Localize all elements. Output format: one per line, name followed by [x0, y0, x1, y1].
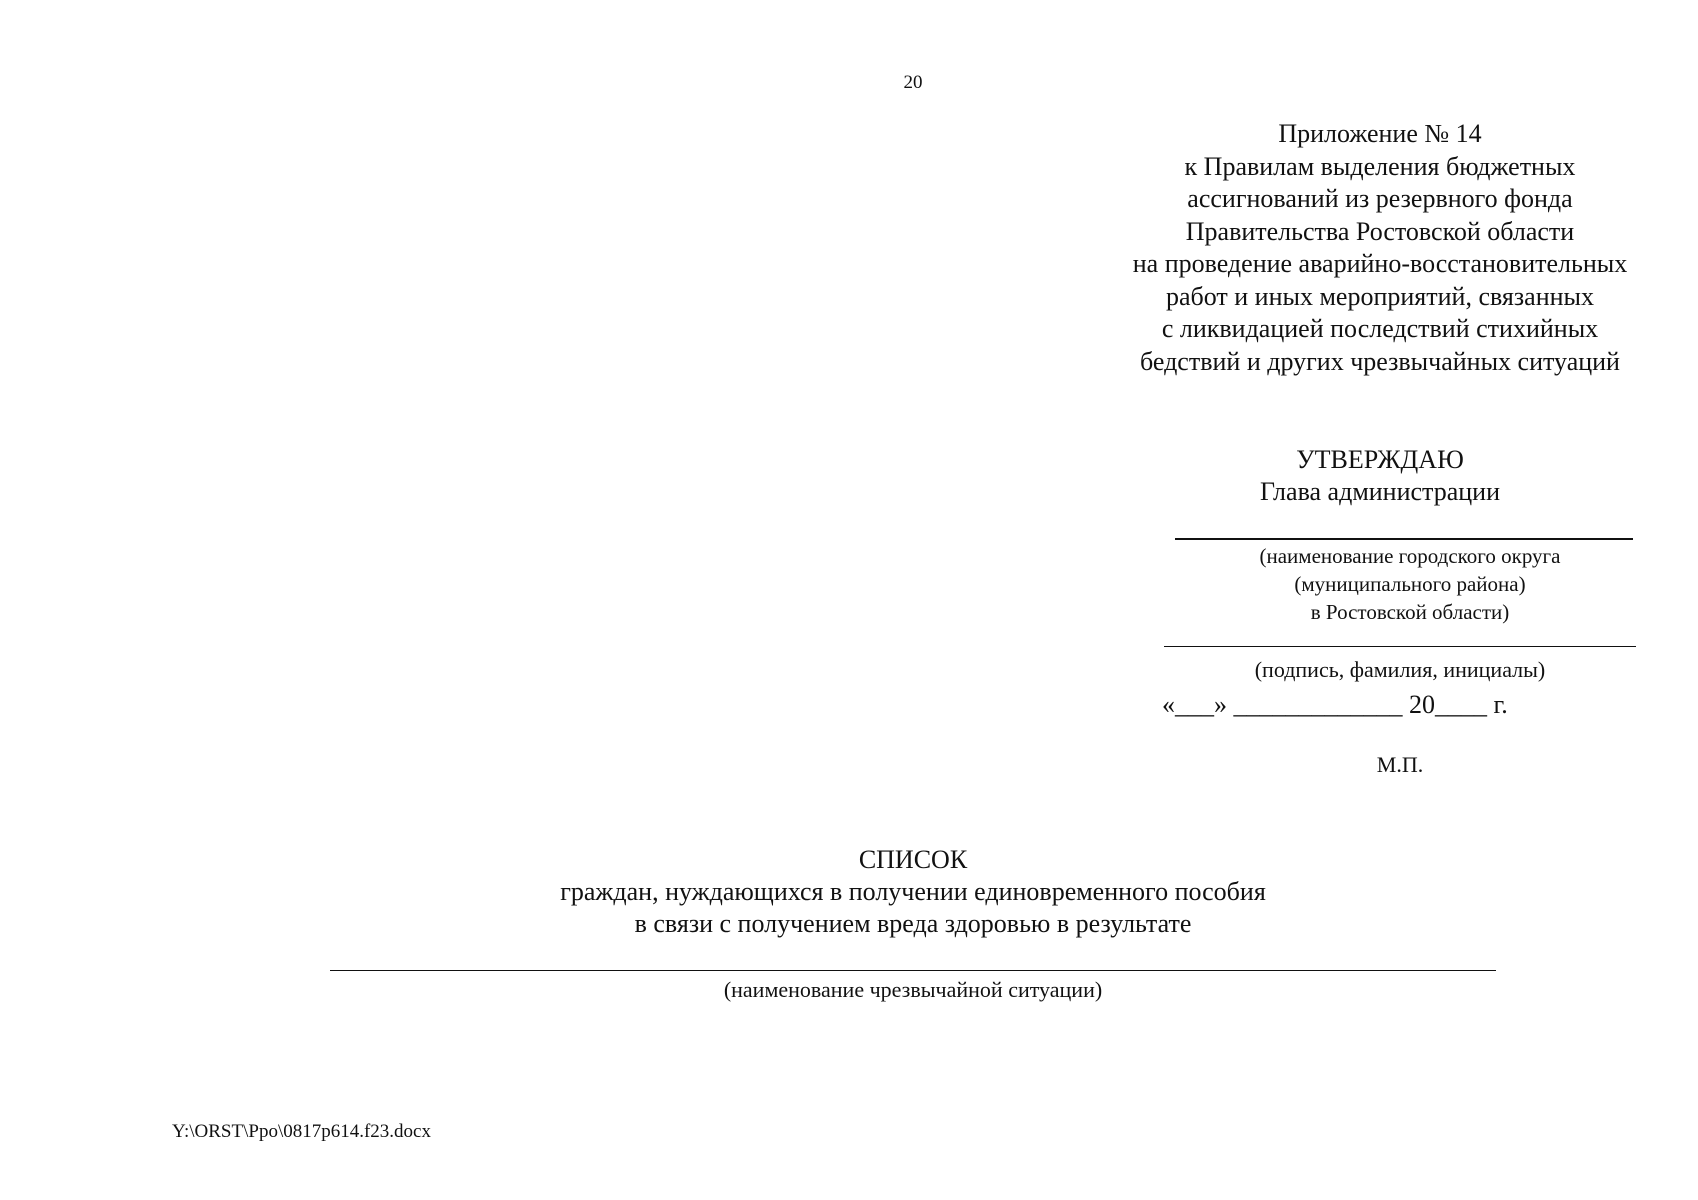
organization-caption-line: в Ростовской области): [1310, 600, 1510, 624]
organization-fill-line: [1175, 538, 1633, 540]
appendix-line: Приложение № 14: [1278, 119, 1482, 148]
appendix-line: к Правилам выделения бюджетных: [1184, 151, 1576, 181]
approval-title: УТВЕРЖДАЮ: [1296, 445, 1464, 474]
organization-caption-line: (наименование городского округа: [1259, 544, 1561, 568]
appendix-header: [1090, 118, 1670, 378]
emergency-caption: (наименование чрезвычайной ситуации): [723, 977, 1103, 1002]
date-fill-line: «___» _____________ 20____ г.: [1162, 690, 1508, 719]
signature-fill-line: [1164, 646, 1636, 647]
list-subtitle-line: в связи с получением вреда здоровью в результате: [634, 909, 1192, 938]
approval-subtitle: Глава администрации: [1259, 477, 1501, 506]
organization-caption: [1090, 542, 1698, 626]
appendix-line: с ликвидацией последствий стихийных: [1161, 314, 1599, 343]
file-path-footer: Y:\ORST\Ppo\0817p614.f23.docx: [172, 1121, 431, 1142]
appendix-line: бедствий и других чрезвычайных ситуаций: [1140, 346, 1620, 376]
list-subtitle: [330, 876, 1496, 940]
appendix-line: Правительства Ростовской области: [1185, 216, 1575, 246]
list-title: СПИСОК: [858, 845, 968, 874]
stamp-label: М.П.: [1376, 752, 1424, 777]
appendix-line: ассигнований из резервного фонда: [1187, 184, 1573, 213]
signature-caption: (подпись, фамилия, инициалы): [1254, 657, 1546, 682]
appendix-line: на проведение аварийно-восстановительных: [1132, 249, 1628, 278]
list-subtitle-line: граждан, нуждающихся в получении единовременного пособия: [560, 877, 1266, 906]
appendix-line: работ и иных мероприятий, связанных: [1165, 281, 1594, 311]
emergency-fill-line: [330, 970, 1496, 971]
page-number: 20: [903, 72, 923, 93]
organization-caption-line: (муниципального района): [1294, 572, 1526, 596]
